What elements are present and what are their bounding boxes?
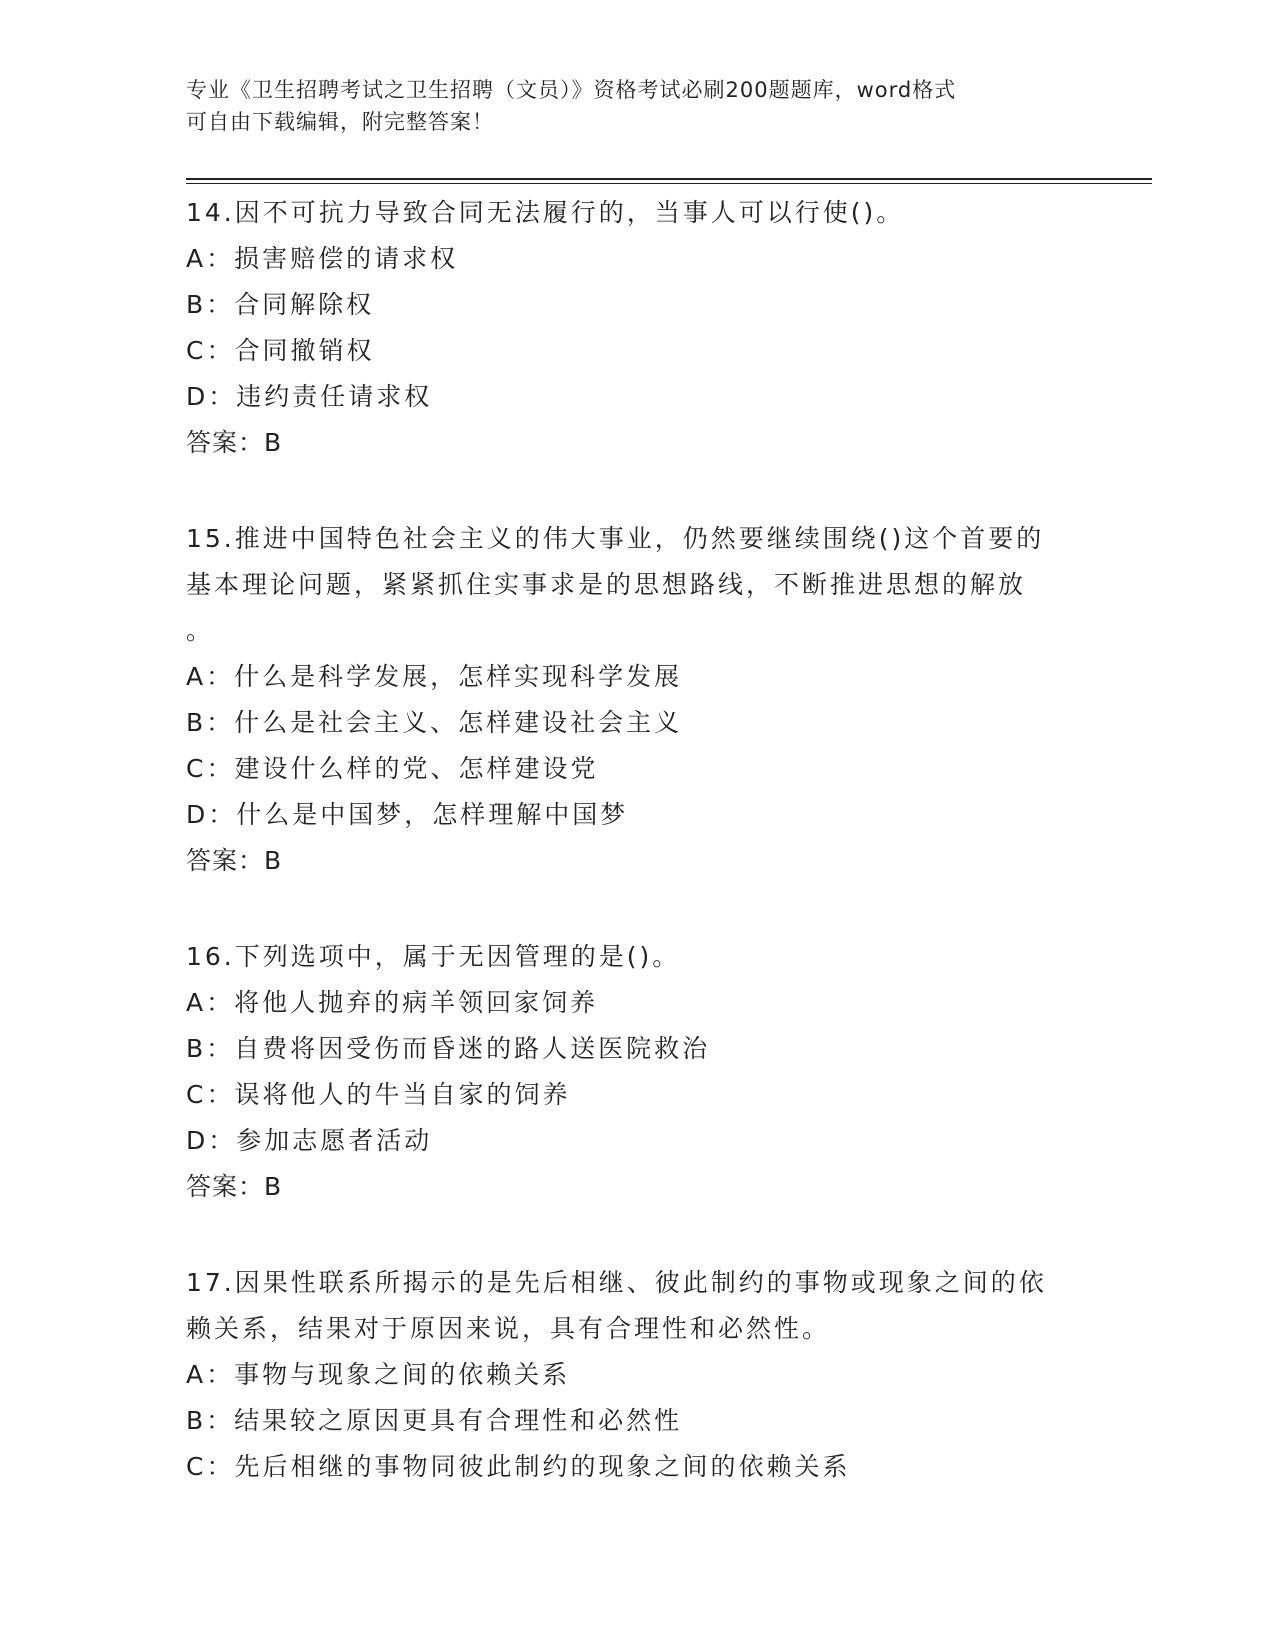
option-b: B：什么是社会主义、怎样建设社会主义 [186,708,683,737]
question-stem: 。 [186,616,215,645]
option-b: B：自费将因受伤而昏迷的路人送医院救治 [186,1034,711,1063]
option-d: D：什么是中国梦，怎样理解中国梦 [186,800,629,829]
question-15 [186,516,1086,884]
header-divider-thin [186,183,1152,184]
question-14 [186,190,1086,466]
question-stem: 15.推进中国特色社会主义的伟大事业，仍然要继续围绕()这个首要的 [186,524,1045,553]
header-line-2: 可自由下载编辑，附完整答案！ [186,110,494,134]
option-c: C：合同撤销权 [186,336,375,365]
answer: 答案：B [186,846,283,875]
option-d: D：参加志愿者活动 [186,1126,433,1155]
question-spacer [186,884,1086,934]
question-list [186,190,1086,1490]
option-a: A：损害赔偿的请求权 [186,244,459,273]
question-16 [186,934,1086,1210]
question-17 [186,1260,1086,1490]
question-stem: 16.下列选项中，属于无因管理的是()。 [186,942,681,971]
question-spacer [186,1210,1086,1260]
option-d: D：违约责任请求权 [186,382,433,411]
question-spacer [186,466,1086,516]
option-b: B：结果较之原因更具有合理性和必然性 [186,1406,683,1435]
question-stem: 基本理论问题，紧紧抓住实事求是的思想路线，不断推进思想的解放 [186,570,1027,599]
answer: 答案：B [186,1172,283,1201]
option-c: C：建设什么样的党、怎样建设党 [186,754,599,783]
option-a: A：事物与现象之间的依赖关系 [186,1360,571,1389]
option-b: B：合同解除权 [186,290,375,319]
header-divider-thick [186,178,1152,180]
header-line-1: 专业《卫生招聘考试之卫生招聘（文员）》资格考试必刷200题题库，word格式 [186,78,957,102]
option-c: C：先后相继的事物同彼此制约的现象之间的依赖关系 [186,1452,851,1481]
document-header [186,74,1086,138]
option-c: C：误将他人的牛当自家的饲养 [186,1080,571,1109]
answer: 答案：B [186,428,283,457]
question-stem: 赖关系，结果对于原因来说，具有合理性和必然性。 [186,1314,831,1343]
question-stem: 14.因不可抗力导致合同无法履行的，当事人可以行使()。 [186,198,905,227]
option-a: A：将他人抛弃的病羊领回家饲养 [186,988,599,1017]
question-stem: 17.因果性联系所揭示的是先后相继、彼此制约的事物或现象之间的依 [186,1268,1047,1297]
option-a: A：什么是科学发展，怎样实现科学发展 [186,662,683,691]
